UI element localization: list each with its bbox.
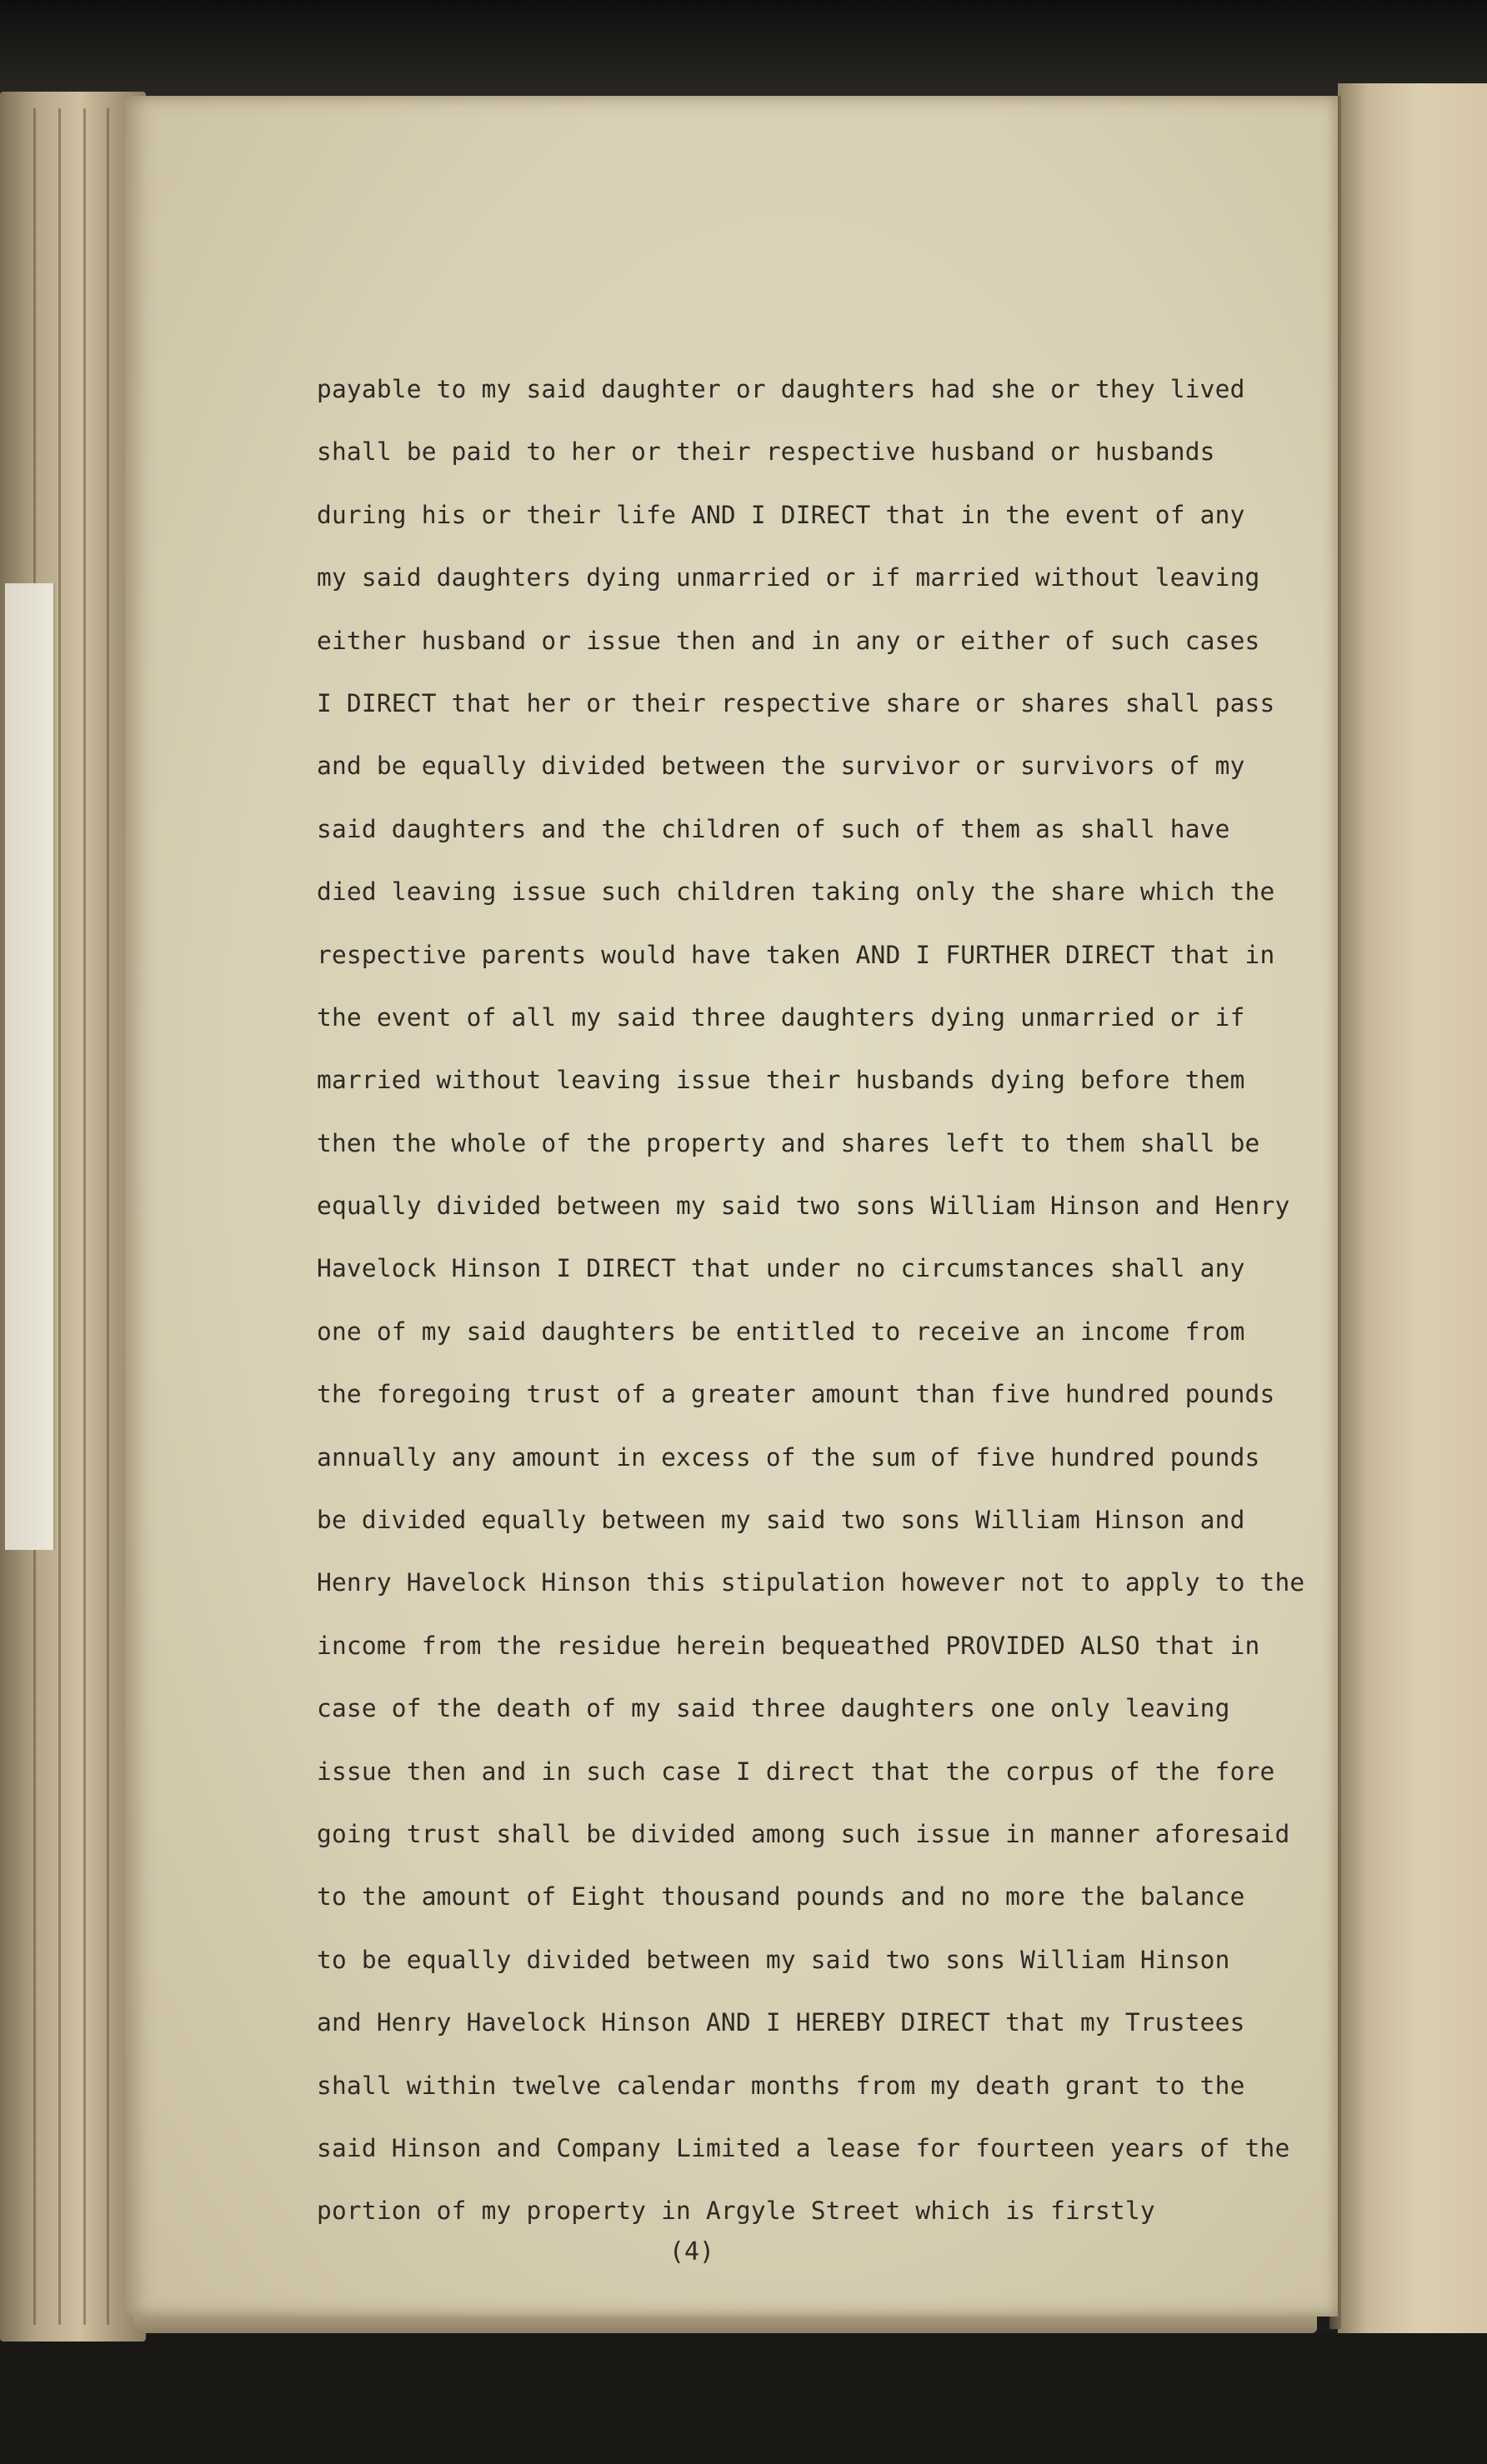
text-line: annually any amount in excess of the sum of five hundred pounds: [317, 1442, 1260, 1472]
text-line: Henry Havelock Hinson this stipulation however not to apply to the: [317, 1568, 1305, 1597]
text-line: the foregoing trust of a greater amount than five hundred pounds: [317, 1380, 1275, 1409]
text-line: to be equally divided between my said two sons William Hinson: [317, 1945, 1230, 1974]
text-line: portion of my property in Argyle Street which is firstly: [317, 2197, 1155, 2226]
background-bottom: [0, 2333, 1487, 2464]
page-number: (4): [668, 2237, 715, 2267]
typed-text-block: [317, 358, 1342, 2243]
page-edge-line: [58, 108, 61, 2325]
right-page-edge: [1338, 83, 1487, 2333]
text-line: I DIRECT that her or their respective share or shares shall pass: [317, 688, 1275, 717]
text-line: said Hinson and Company Limited a lease for fourteen years of the: [317, 2133, 1290, 2162]
text-line: to the amount of Eight thousand pounds and no more the balance: [317, 1882, 1245, 1912]
text-line: Havelock Hinson I DIRECT that under no circumstances shall any: [317, 1254, 1245, 1283]
text-line: going trust shall be divided among such issue in manner aforesaid: [317, 1819, 1290, 1848]
text-line: payable to my said daughter or daughters had she or they lived: [317, 375, 1245, 403]
text-line: one of my said daughters be entitled to receive an income from: [317, 1317, 1245, 1346]
text-line: married without leaving issue their husbands dying before them: [317, 1066, 1245, 1095]
text-line: be divided equally between my said two sons William Hinson and: [317, 1506, 1245, 1535]
text-line: and Henry Havelock Hinson AND I HEREBY DIRECT that my Trustees: [317, 2008, 1245, 2037]
text-line: during his or their life AND I DIRECT that in the event of any: [317, 500, 1245, 529]
text-line: died leaving issue such children taking only the share which the: [317, 877, 1275, 907]
text-line: either husband or issue then and in any or either of such cases: [317, 626, 1260, 655]
page-edge-line: [107, 108, 109, 2325]
paper-slip: [5, 583, 55, 1550]
text-line: the event of all my said three daughters dying unmarried or if: [317, 1002, 1245, 1032]
text-line: respective parents would have taken AND I FURTHER DIRECT that in: [317, 940, 1275, 969]
text-line: and be equally divided between the survivor or survivors of my: [317, 752, 1245, 781]
background-top: [0, 0, 1487, 100]
text-line: then the whole of the property and shares left to them shall be: [317, 1128, 1260, 1157]
text-line: case of the death of my said three daughters one only leaving: [317, 1694, 1230, 1723]
text-line: income from the residue herein bequeathed PROVIDED ALSO that in: [317, 1631, 1260, 1660]
text-line: shall be paid to her or their respective husband or husbands: [317, 437, 1215, 467]
text-line: said daughters and the children of such of them as shall have: [317, 814, 1230, 843]
text-line: shall within twelve calendar months from my death grant to the: [317, 2071, 1245, 2100]
text-line: equally divided between my said two sons William Hinson and Henry: [317, 1192, 1290, 1221]
text-line: my said daughters dying unmarried or if married without leaving: [317, 563, 1260, 592]
page-edge-line: [83, 108, 86, 2325]
text-line: issue then and in such case I direct that the corpus of the fore: [317, 1757, 1275, 1786]
